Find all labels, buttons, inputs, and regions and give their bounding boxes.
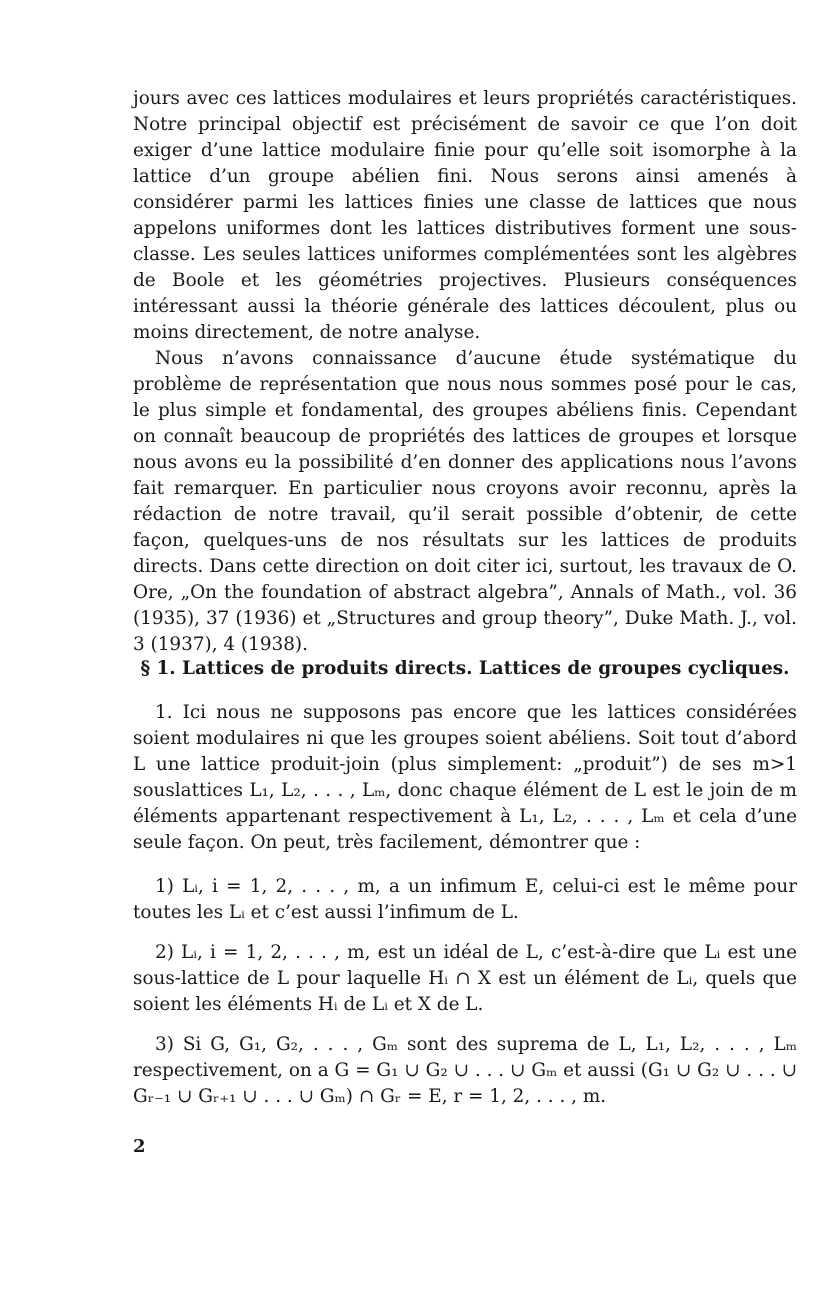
item-2: 2) Lᵢ, i = 1, 2, . . . , m, est un idéal de L, c’est-à-dire que Lᵢ est une sous-lattice de L pour laquelle Hᵢ ∩ X est un élément de Lᵢ, quels que soient les éléments Hᵢ de Lᵢ et X de L. (133, 942, 797, 1015)
intro-paragraph-1: jours avec ces lattices modulaires et leurs propriétés caractéristiques. Notre principal objectif est précisément de savoir ce que l’on doit exiger d’une lattice modulaire finie pour qu’elle soit isomorphe à la lattice d’un groupe abélien fini. Nous serons ainsi amenés à considérer parmi les lattices finies une classe de lattices que nous appelons uniformes dont les lattices distributives forment une sous-classe. Les seules lattices uniformes complémentées sont les algèbres de Boole et les géométries projectives. Plusieurs conséquences intéressant aussi la théorie générale des lattices découlent, plus ou moins directement, de notre analyse. (133, 88, 797, 343)
page-number: 2 (133, 1136, 146, 1157)
section-paragraph-1: 1. Ici nous ne supposons pas encore que les lattices considérées soient modulaires ni que les groupes soient abéliens. Soit tout d’abord L une lattice produit-join (plus simplement: „produit”) de ses m>1 souslattices L₁, L₂, . . . , Lₘ, donc chaque élément de L est le join de m éléments appartenant respectivement à L₁, L₂, . . . , Lₘ et cela d’une seule façon. On peut, très facilement, démontrer que : (133, 702, 797, 853)
item-3: 3) Si G, G₁, G₂, . . . , Gₘ sont des suprema de L, L₁, L₂, . . . , Lₘ respectivement, on a G = G₁ ∪ G₂ ∪ . . . ∪ Gₘ et aussi (G₁ ∪ G₂ ∪ . . . ∪ Gᵣ₋₁ ∪ Gᵣ₊₁ ∪ . . . ∪ Gₘ) ∩ Gᵣ = E, r = 1, 2, . . . , m. (133, 1034, 797, 1107)
item-1: 1) Lᵢ, i = 1, 2, . . . , m, a un infimum E, celui-ci est le même pour toutes les Lᵢ et c’est aussi l’infimum de L. (133, 876, 797, 923)
section-heading: § 1. Lattices de produits directs. Lattices de groupes cycliques. (140, 658, 790, 679)
section-body (133, 700, 797, 1110)
intro-paragraph-2: Nous n’avons connaissance d’aucune étude systématique du problème de représentation que nous nous sommes posé pour le cas, le plus simple et fondamental, des groupes abéliens finis. Cependant on connaît beaucoup de propriétés des lattices de groupes et lorsque nous avons eu la possibilité d’en donner des applications nous l’avons fait remarquer. En particulier nous croyons avoir reconnu, après la rédaction de notre travail, qu’il serait possible d’obtenir, de cette façon, quelques-uns de nos résultats sur les lattices de produits directs. Dans cette direction on doit citer ici, surtout, les travaux de O. Ore, „On the foundation of abstract algebra”, Annals of Math., vol. 36 (1935), 37 (1936) et „Structures and group theory”, Duke Math. J., vol. 3 (1937), 4 (1938). (133, 348, 797, 655)
page-body (133, 86, 797, 658)
